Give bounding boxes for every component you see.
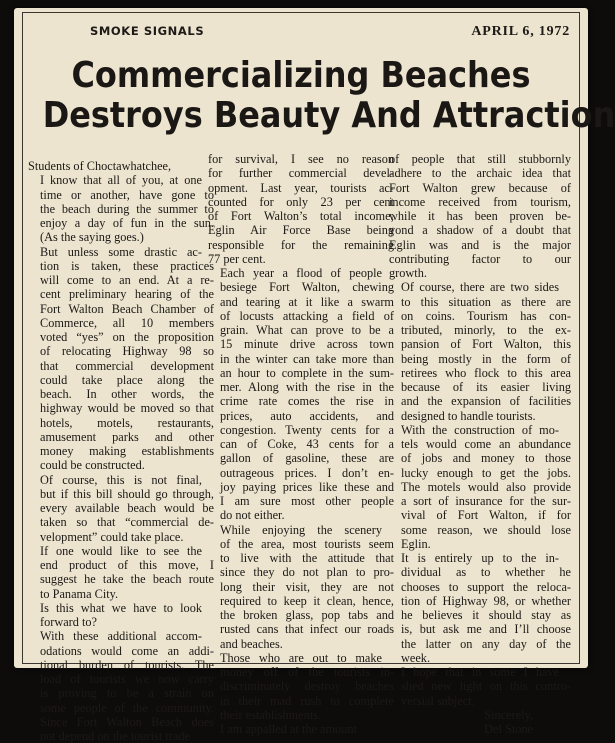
article-line: joy paying prices like these and: [220, 479, 394, 494]
article-line: end product of this move, I: [40, 558, 214, 572]
article-line: required to keep it clean, hence,: [220, 593, 394, 608]
article-line: to Panama City.: [40, 586, 119, 601]
article-line: But unless some drastic ac-: [40, 244, 202, 259]
article-line: Each year a flood of people: [220, 266, 382, 280]
article-line: I am sure most other people: [220, 494, 394, 508]
article-line: If one would like to see the: [40, 543, 202, 558]
article-line: because of its easier living: [401, 380, 571, 394]
article-paragraph: [28, 473, 214, 544]
article-line: the latter on any day of the: [401, 636, 571, 651]
article-line: counted for only 23 per cent: [208, 194, 394, 209]
article-paragraph: [28, 245, 214, 473]
article-line: do not either.: [220, 508, 285, 523]
article-column-1: [28, 159, 214, 743]
article-line: versial subject.: [401, 693, 475, 708]
article-line: of people that still stubbornly: [389, 152, 571, 166]
article-line: responsible for the remaining: [208, 237, 394, 252]
article-line: can of Coke, 43 cents for a: [220, 437, 394, 451]
article-line: shed new light on this contro-: [401, 679, 571, 694]
article-line: lucky enough to get the jobs.: [401, 465, 571, 480]
article-line: load of tourists we now carry: [40, 672, 214, 686]
article-line: congestion. Twenty cents for a: [220, 422, 394, 437]
article-line: while it has been proven be-: [389, 209, 571, 223]
article-line: income received from tourism,: [389, 194, 571, 209]
article-line: Sincerely,: [484, 707, 533, 722]
article-line: Fort Walton Beach Chamber of: [40, 301, 214, 316]
article-line: yond a shadow of a doubt that: [389, 223, 571, 238]
article-line: since they do not plan to pro-: [220, 565, 394, 580]
article-line: every available beach would be: [40, 501, 214, 515]
article-line: tels would come an abundance: [401, 437, 571, 451]
article-line: growth.: [389, 266, 427, 280]
article-line: the broken glass, pop tabs and: [220, 608, 394, 622]
article-line: not depend on the tourist trade: [40, 729, 190, 743]
article-line: Students of Choctawhatchee,: [28, 159, 172, 173]
article-line: discriminately destroy beaches: [220, 679, 394, 694]
article-line: contributing factor to our: [389, 251, 571, 266]
article-line: enjoy a day of fun in the sun.: [40, 216, 214, 230]
article-line: in their mad rush to complete: [220, 693, 394, 708]
article-paragraph: [28, 173, 214, 244]
article-paragraph: [28, 601, 214, 630]
article-column-3: [389, 152, 571, 736]
article-line: With these additional accom-: [40, 629, 202, 644]
article-line: Since Fort Walton Beach does: [40, 714, 214, 729]
article-line: could take place along the: [40, 372, 214, 387]
article-line: (As the saying goes.): [40, 230, 144, 245]
article-line: Of course, this is not final,: [40, 472, 202, 487]
article-paragraph: [208, 152, 394, 266]
article-line: and the expansion of facilities: [401, 394, 571, 409]
article-line: Those who are out to make: [220, 650, 382, 665]
headline-line-1: Commercializing Beaches: [71, 55, 531, 96]
article-line: Of course, there are two sides: [401, 280, 559, 295]
publication-date: APRIL 6, 1972: [471, 24, 570, 39]
article-line: retirees who flock to this area: [401, 365, 571, 380]
article-line: 77 per cent.: [208, 251, 266, 266]
article-line: and beaches.: [220, 636, 283, 651]
section-name: SMOKE SIGNALS: [90, 24, 205, 38]
masthead: [14, 12, 588, 39]
article-line: Eglin.: [401, 536, 431, 551]
article-paragraph: [208, 722, 394, 736]
article-line: designed to handle tourists.: [401, 408, 536, 423]
article-line: will come to an end. At a re-: [40, 273, 214, 287]
article-line: beach. In other words, the: [40, 387, 214, 401]
article-line: crime rate comes the rise in: [220, 394, 394, 409]
article-line: could be constructed.: [40, 458, 145, 473]
article-line: the beach during the summer to: [40, 201, 214, 216]
article-line: in the winter can take more than: [220, 351, 394, 366]
article-line: of the area, most tourists seem: [220, 536, 394, 551]
article-line: besiege Fort Walton, chewing: [220, 280, 394, 295]
article-line: Del Stone: [484, 722, 533, 736]
article-paragraph: [389, 423, 571, 551]
article-paragraph: [208, 523, 394, 651]
article-line: some reason, we should lose: [401, 522, 571, 537]
article-line: taken so that “commercial de-: [40, 515, 214, 530]
article-line: Eglin Air Force Base being: [208, 223, 394, 238]
article-line: for further commercial devel-: [208, 166, 394, 181]
article-line: a sort of insurance for the sur-: [401, 494, 571, 508]
article-line: their establishments.: [220, 707, 322, 722]
article-line: an hour to complete in the sum-: [220, 365, 394, 380]
article-line: long their visit, they are not: [220, 579, 394, 594]
headline-line-2: Destroys Beauty And Attraction: [42, 95, 615, 136]
article-line: tion is taken, these practices: [40, 258, 214, 273]
article-line: It is entirely up to the in-: [401, 551, 559, 565]
article-line: tion of Highway 98, or whether: [401, 593, 571, 608]
article-line: for survival, I see no reason: [208, 152, 394, 166]
article-line: velopment” could take place.: [40, 529, 184, 544]
article-line: of jobs and money to those: [401, 451, 571, 466]
article-line: but if this bill should go through,: [40, 486, 214, 501]
article-line: highway would be moved so that: [40, 401, 214, 416]
article-line: vival of Fort Walton, if for: [401, 508, 571, 523]
article-line: I am appalled at the amount: [220, 722, 357, 736]
article-line: I hope that in some I have: [401, 665, 559, 679]
article-line: Eglin was and is the major: [389, 237, 571, 252]
article-line: grain. What can prove to be a: [220, 323, 394, 337]
article-paragraph: [28, 159, 214, 173]
article-line: suggest he take the beach route: [40, 572, 214, 587]
newspaper-clipping: [14, 8, 615, 743]
article-line: that commercial development: [40, 358, 214, 373]
article-line: Fort Walton grew because of: [389, 180, 571, 195]
article-column-2: [208, 152, 394, 736]
article-line: is proving to be a strain on: [40, 686, 214, 701]
signature-block: [389, 708, 571, 737]
headline: [42, 55, 615, 136]
article-line: time or another, have gone to: [40, 187, 214, 202]
article-line: mer. Along with the rise in the: [220, 380, 394, 394]
article-line: and tearing at it like a swarm: [220, 294, 394, 309]
article-line: on coins. Tourism has con-: [401, 308, 571, 323]
article-line: is, but ask me and I’ll choose: [401, 622, 571, 637]
article-line: Commerce, all 10 members: [40, 315, 214, 330]
article-line: some people of the community.: [40, 700, 214, 715]
article-line: chooses to support the reloca-: [401, 579, 571, 594]
article-line: outrageous prices. I don’t en-: [220, 465, 394, 480]
article-line: With the construction of mo-: [401, 422, 559, 437]
article-line: money off of the tourists in-: [220, 665, 394, 679]
article-paragraph: [389, 665, 571, 708]
article-line: to live with the attitude that: [220, 551, 394, 565]
article-line: forward to?: [40, 615, 98, 629]
article-line: to this situation as there are: [401, 294, 571, 309]
article-line: tributed, minorly, to the ex-: [401, 323, 571, 337]
article-paragraph: [389, 551, 571, 665]
article-line: hotels, motels, restaurants,: [40, 415, 214, 430]
article-paragraph: [208, 266, 394, 523]
article-line: he believes it should stay as: [401, 608, 571, 622]
article-line: dividual as to whether he: [401, 565, 571, 580]
article-line: 15 minute drive across town: [220, 337, 394, 352]
article-line: rusted cans that infect our roads: [220, 622, 394, 637]
article-paragraph: [28, 544, 214, 601]
article-line: prices, auto accidents, and: [220, 408, 394, 423]
article-paragraph: [208, 651, 394, 722]
article-line: While enjoying the scenery: [220, 522, 382, 537]
article-line: money making establishments: [40, 444, 214, 458]
article-line: The motels would also provide: [401, 479, 571, 494]
article-line: Is this what we have to look: [40, 600, 202, 615]
article-line: adhere to the archaic idea that: [389, 166, 571, 181]
article-line: tional burden of tourists. The: [40, 657, 214, 672]
article-line: pansion of Fort Walton, this: [401, 337, 571, 352]
article-line: I know that all of you, at one: [40, 173, 202, 188]
article-line: opment. Last year, tourists ac-: [208, 180, 394, 195]
article-line: being mostly in the form of: [401, 351, 571, 366]
article-paragraph: [389, 280, 571, 423]
article-line: of Fort Walton’s total income;: [208, 209, 394, 223]
article-line: gallon of gasoline, these are: [220, 451, 394, 466]
article-line: of locusts attacking a field of: [220, 308, 394, 323]
article-line: amusement parks and other: [40, 429, 214, 444]
article-paragraph: [389, 152, 571, 280]
article-line: voted “yes” on the proposition: [40, 330, 214, 344]
article-paragraph: [28, 629, 214, 743]
article-line: cent preliminary hearing of the: [40, 287, 214, 302]
article-line: odations would come an addi-: [40, 643, 214, 658]
article-line: of relocating Highway 98 so: [40, 344, 214, 359]
article-line: week.: [401, 650, 431, 665]
